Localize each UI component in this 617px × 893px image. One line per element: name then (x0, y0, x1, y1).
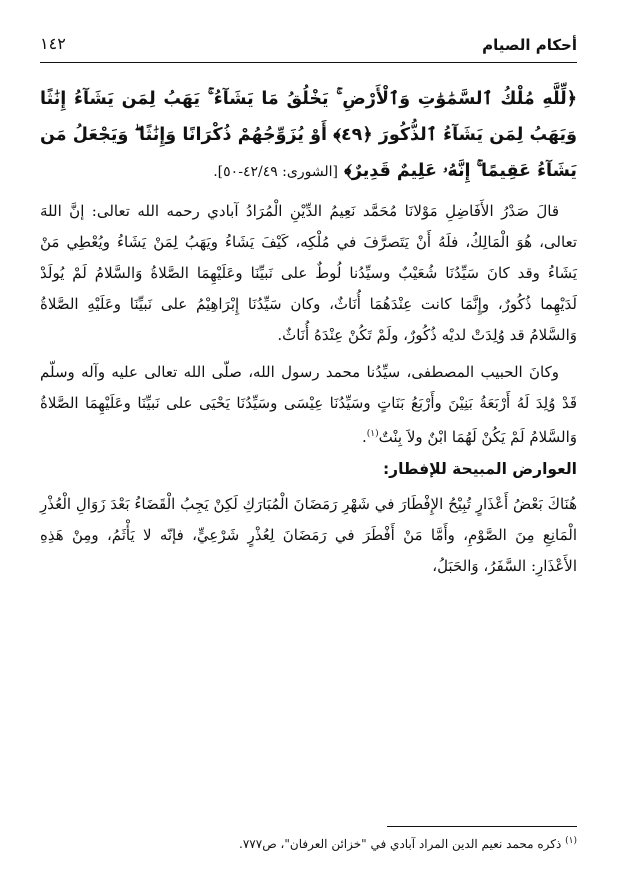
footnote-marker: (١) (565, 836, 577, 846)
page-number: ١٤٢ (40, 34, 66, 53)
verse-text: ﴿لِّلَّهِ مُلْكُ ٱلسَّمَٰوَٰتِ وَٱلْأَرْضِ ۚ يَخْلُقُ مَا يَشَآءُ ۚ يَهَبُ لِمَن يَشَآءُ إِنَٰثًا وَيَهَبُ لِمَن يَشَآءُ ٱلذُّكُورَ ﴿٤٩﴾ أَوْ يُزَوِّجُهُمْ ذُكْرَانًا وَإِنَٰثًا ۖ وَيَجْعَلُ مَن يَشَآءُ عَقِيمًا ۚ إِنَّهُۥ عَلِيمٌ قَدِيرٌ﴾ (40, 89, 577, 181)
book-page (40, 30, 577, 873)
section-heading: العوارض المبيحة للإفطار: (382, 460, 577, 478)
page-header (40, 30, 577, 63)
chapter-title: أحكام الصيام (482, 36, 577, 54)
paragraph-prophet-text: وكانَ الحبيب المصطفى، سيِّدُنا محمد رسول الله، صلّى الله تعالى عليه وآله وسلّم قَدْ وُلِدَ لَهُ أَرْبَعَةُ بَنِيْنَ وأَرْبَعُ بَنَاتٍ وسَيِّدُنَا عِيْسَى وسَيِّدُنَا يَحْيَى على نَبيِّنَا وعَلَيْهِمَا الصَّلاةُ وَالسَّلامُ لَمْ يَكُنْ لَهُمَا ابْنٌ ولاَ بِنْتٌ (40, 363, 577, 446)
verse-reference: [الشورى: ٤٢/٤٩-٥٠]. (213, 164, 338, 180)
footnote-reference: (١) (366, 429, 379, 439)
paragraph-prophet-end: . (361, 428, 367, 446)
paragraph-excuses: هُنَاكَ بَعْضُ أَعْذَارٍ تُبِيْحُ الإِفْطَارَ في شَهْرِ رَمَضَانَ الْمُبَارَكِ لَكِنْ يَجِبُ الْقَضَاءُ بَعْدَ زَوَالِ الْعُذْرِ الْمَانِعِ مِنَ الصَّوْمِ، وأَمَّا مَنْ أَفْطَرَ في رَمَضَانَ لِعُذْرٍ شَرْعِيٍّ، فإنّه لا يَأْثَمُ، ومِنْ هَذِهِ الأَعْذَارِ: السَّفَرُ، وَالحَبَلُ، (40, 495, 577, 575)
footnote (40, 836, 577, 851)
paragraph-prophet (40, 357, 577, 453)
footnote-text: ذكره محمد نعيم الدين المراد آبادي في "خزائن العرفان"، ص٧٧٧. (239, 837, 562, 851)
paragraph-commentary: قالَ صَدْرُ الأَفَاضِلِ مَوْلانَا مُحَمَّد نَعِيمُ الدِّيْنِ الْمُرَادُ آبادي رحمه الله تعالى: إنَّ اللهَ تعالى، هُوَ الْمَالِكُ، فلَهُ أَنْ يَتَصرَّفَ في مُلْكِه، كَيْفَ يَشَاءُ ويَهَبُ لِمَنْ يَشَاءُ ويُعْطِي مَنْ يَشَاءُ وقد كانَ سَيِّدُنَا شُعَيْبٌ وسيِّدُنا لُوطٌ على نَبيِّنَا وعَلَيْهِمَا الصَّلاةُ وَالسَّلامُ لَمْ يُولَدْ لَدَيْهِما ذُكُورٌ، وإِنَّمَا كانت عِنْدَهُمَا أُنَاثٌ، وكان سَيِّدُنَا إِبْرَاهِيْمُ على نَبيِّنَا وعَلَيْهِ الصَّلاةُ وَالسَّلامُ قد وُلِدَتْ لديْه ذُكُورٌ، ولَمْ تَكُنْ عِنْدَهُ أُنَاثٌ. (40, 202, 577, 344)
quran-verse (40, 81, 577, 190)
footnote-divider (387, 826, 577, 827)
